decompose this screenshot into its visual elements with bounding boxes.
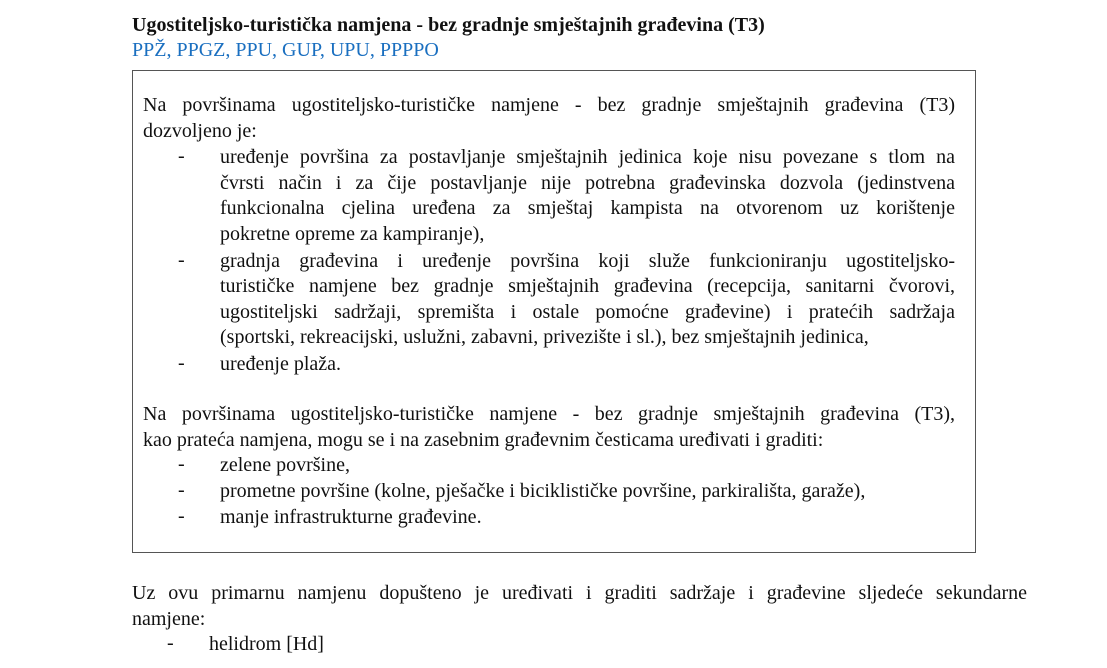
dash-bullet: - [178, 248, 185, 271]
text-line: ugostiteljski sadržaji, spremišta i ostale pomoćne građevine) i pratećih sadržaja [220, 300, 955, 323]
list-item [133, 453, 955, 479]
text-line: dozvoljeno je: [143, 119, 257, 142]
list-item [132, 632, 1027, 658]
dash-bullet: - [167, 632, 174, 655]
text-line: čvrsti način i za čije postavljanje nije potrebna građevinska dozvola (jedinstvena [220, 171, 955, 194]
text-line: pokretne opreme za kampiranje), [220, 222, 485, 245]
text-line: kao prateća namjena, mogu se i na zasebnim građevnim česticama uređivati i graditi: [143, 428, 824, 451]
dash-bullet: - [178, 478, 185, 501]
text-line: funkcionalna cjelina uređena za smještaj kampista na otvorenom uz korištenje [220, 197, 955, 220]
text-line: Na površinama ugostiteljsko-turističke namjene - bez gradnje smještajnih građevina (T3) [143, 94, 955, 116]
dash-bullet: - [178, 453, 185, 476]
text-line: gradnja građevina i uređenje površina koji služe funkcioniranju ugostiteljsko- [220, 249, 955, 272]
rules-box [132, 70, 976, 553]
text-line: prometne površine (kolne, pješačke i biciklističke površine, parkirališta, garaže), [220, 479, 866, 502]
section-title: Ugostiteljsko-turistička namjena - bez gradnje smještajnih građevina (T3) [132, 14, 765, 36]
text-line: (sportski, rekreacijski, uslužni, zabavni, privezište i sl.), bez smještajnih jedinica, [220, 326, 869, 349]
plan-types: PPŽ, PPGZ, PPU, GUP, UPU, PPPPO [132, 39, 439, 61]
dash-bullet: - [178, 351, 185, 374]
paragraph-secondary [132, 581, 1027, 658]
list-item [133, 352, 955, 378]
text-line: Na površinama ugostiteljsko-turističke namjene - bez gradnje smještajnih građevina (T3), [143, 403, 955, 425]
list-item [133, 145, 955, 247]
text-line: uređenje površina za postavljanje smještajnih jedinica koje nisu povezane s tlom na [220, 146, 955, 169]
text-line: uređenje plaža. [220, 352, 342, 375]
text-line: helidrom [Hd] [209, 633, 324, 656]
paragraph-permitted [143, 93, 955, 375]
dash-bullet: - [178, 145, 185, 168]
text-line: turističke namjene bez gradnje smještajnih građevina (recepcija, sanitarni čvorovi, [220, 275, 955, 298]
text-line: Uz ovu primarnu namjenu dopušteno je uređivati i graditi sadržaje i građevine sljedeće sekundarne [132, 582, 1027, 604]
text-line: manje infrastrukturne građevine. [220, 506, 482, 529]
list-item [133, 249, 955, 351]
text-line: namjene: [132, 607, 206, 630]
paragraph-accompanying [143, 402, 955, 530]
text-line: zelene površine, [220, 454, 350, 477]
list-item [133, 479, 955, 505]
list-item [133, 505, 955, 531]
dash-bullet: - [178, 505, 185, 528]
